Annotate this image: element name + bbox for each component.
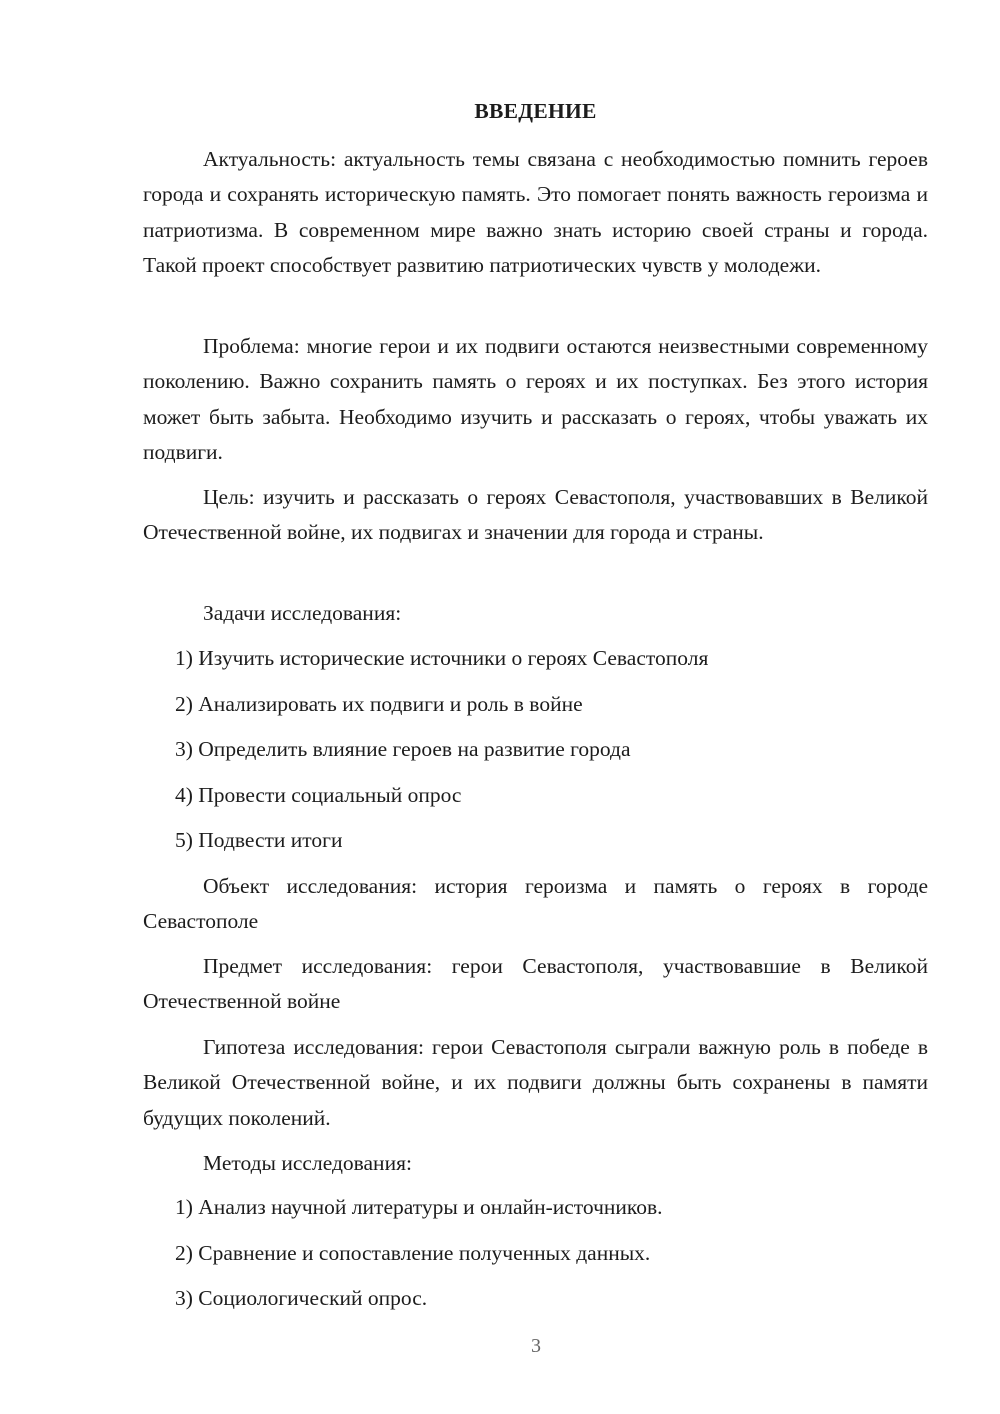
method-item: 3) Социологический опрос. (175, 1286, 428, 1310)
task-item: 2) Анализировать их подвиги и роль в войне (175, 692, 583, 716)
task-item: 5) Подвести итоги (175, 828, 343, 852)
task-item: 1) Изучить исторические источники о героях Севастополя (175, 646, 709, 670)
goal-paragraph: Цель: изучить и рассказать о героях Севастополя, участвовавших в Великой Отечественной войне, их подвигах и значении для города и страны. (143, 485, 928, 545)
subject-paragraph: Предмет исследования: герои Севастополя, участвовавшие в Великой Отечественной войне (143, 954, 928, 1014)
task-item: 3) Определить влияние героев на развитие города (175, 737, 631, 761)
section-heading: ВВЕДЕНИЕ (474, 99, 597, 123)
page-number: 3 (531, 1335, 541, 1357)
methods-title: Методы исследования: (203, 1151, 412, 1175)
problem-paragraph: Проблема: многие герои и их подвиги остаются неизвестными современному поколению. Важно сохранить память о героях и их поступках. Без этого история может быть забыта. Необходимо изучить и рассказать о героях, чтобы уважать их подвиги. (143, 334, 928, 464)
method-item: 1) Анализ научной литературы и онлайн-источников. (175, 1195, 663, 1219)
tasks-title: Задачи исследования: (203, 601, 402, 625)
task-item: 4) Провести социальный опрос (175, 783, 462, 807)
method-item: 2) Сравнение и сопоставление полученных данных. (175, 1241, 651, 1265)
relevance-paragraph: Актуальность: актуальность темы связана с необходимостью помнить героев города и сохранять историческую память. Это помогает понять важность героизма и патриотизма. В современном мире важно знать историю своей страны и города. Такой проект способствует развитию патриотических чувств у молодежи. (143, 147, 928, 277)
hypothesis-paragraph: Гипотеза исследования: герои Севастополя сыграли важную роль в победе в Великой Отечественной войне, и их подвиги должны быть сохранены в памяти будущих поколений. (143, 1035, 928, 1130)
object-paragraph: Объект исследования: история героизма и память о героях в городе Севастополе (143, 874, 928, 934)
